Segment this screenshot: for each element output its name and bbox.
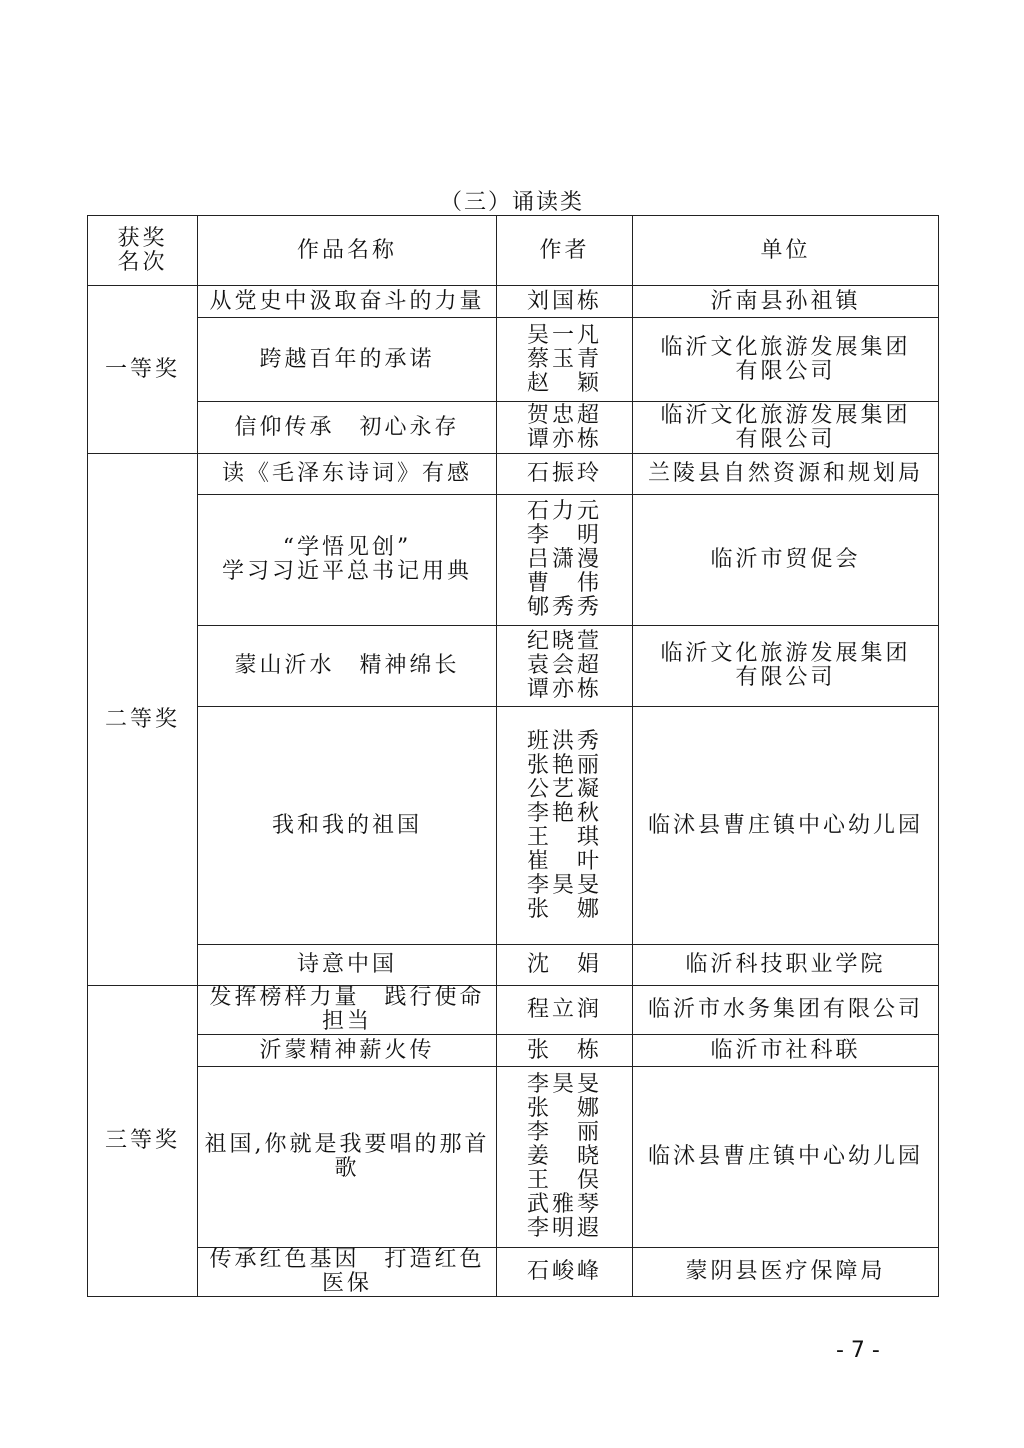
- work-line: 传承红色基因 打造红色医保: [209, 1247, 485, 1296]
- author-name: 李艳秋: [526, 800, 602, 826]
- work-title: [198, 402, 497, 454]
- author-name: 程立润: [526, 997, 602, 1022]
- author-list: [497, 945, 633, 986]
- org-name: [633, 945, 939, 986]
- table-row: [88, 1067, 939, 1248]
- org-line: 有限公司: [735, 426, 836, 452]
- table-row: [88, 495, 939, 626]
- org-line: 临沭县曹庄镇中心幼儿园: [647, 1144, 923, 1169]
- work-title: [198, 1248, 497, 1297]
- author-name: 李昊旻: [526, 872, 602, 898]
- org-line: 有限公司: [735, 665, 836, 690]
- author-name: 石峻峰: [526, 1259, 602, 1284]
- table-row: [88, 318, 939, 402]
- work-line: 我和我的祖国: [271, 812, 422, 838]
- org-line: 临沂文化旅游发展集团: [660, 334, 911, 360]
- author-name: 李明遐: [526, 1216, 602, 1241]
- header-rank-line: 获奖: [117, 225, 168, 251]
- table-row: [88, 286, 939, 318]
- table-caption: （三）诵读类: [439, 190, 584, 215]
- work-line: “学悟见创”: [282, 535, 412, 560]
- work-line: 祖国,你就是我要唱的那首歌: [204, 1132, 490, 1181]
- work-line: 诗意中国: [296, 952, 397, 977]
- author-name: 武雅琴: [526, 1192, 602, 1217]
- org-line: 临沂市水务集团有限公司: [647, 997, 923, 1022]
- author-name: 曹 伟: [526, 571, 602, 596]
- work-title: [198, 1067, 497, 1248]
- author-name: 姜 晓: [526, 1144, 602, 1169]
- org-line: 蒙阴县医疗保障局: [685, 1259, 886, 1284]
- author-list: [497, 1067, 633, 1248]
- work-line: 沂蒙精神薪火传: [259, 1037, 435, 1063]
- page-number: - 7 -: [836, 1338, 880, 1363]
- author-name: 纪晓萱: [526, 629, 602, 654]
- author-list: [497, 402, 633, 454]
- author-name: 袁会超: [526, 653, 602, 678]
- table-row: [88, 454, 939, 495]
- header-author: 作者: [497, 216, 633, 286]
- author-name: 贺忠超: [526, 402, 602, 428]
- author-name: 公艺凝: [526, 776, 602, 802]
- author-name: 沈 娟: [526, 952, 602, 977]
- award-rank: 二等奖: [88, 454, 198, 986]
- work-line: 跨越百年的承诺: [259, 346, 435, 372]
- author-name: 蔡玉青: [526, 346, 602, 372]
- work-line: 从党史中汲取奋斗的力量: [209, 288, 485, 314]
- header-row: [88, 216, 939, 286]
- author-name: 张 栋: [526, 1037, 602, 1063]
- work-title: [198, 945, 497, 986]
- author-name: 张 娜: [526, 896, 602, 922]
- work-line: 蒙山沂水 精神绵长: [234, 653, 460, 678]
- work-line: 读《毛泽东诗词》有感: [221, 461, 472, 486]
- author-list: [497, 1035, 633, 1067]
- org-line: 临沭县曹庄镇中心幼儿园: [647, 812, 923, 838]
- org-name: [633, 318, 939, 402]
- work-line: 发挥榜样力量 践行使命担当: [209, 985, 485, 1034]
- author-name: 刘国栋: [526, 288, 602, 314]
- author-name: 李 明: [526, 523, 602, 548]
- work-title: [198, 626, 497, 707]
- header-org: 单位: [633, 216, 939, 286]
- awards-table: [87, 215, 939, 1297]
- author-list: [497, 495, 633, 626]
- author-list: [497, 454, 633, 495]
- author-name: 石力元: [526, 499, 602, 524]
- org-line: 临沂文化旅游发展集团: [660, 641, 911, 666]
- table-row: [88, 1248, 939, 1297]
- work-line: 信仰传承 初心永存: [234, 414, 460, 440]
- org-line: 沂南县孙祖镇: [710, 288, 861, 314]
- table-row: [88, 626, 939, 707]
- table-row: [88, 402, 939, 454]
- author-name: 赵 颖: [526, 370, 602, 396]
- author-name: 郇秀秀: [526, 595, 602, 620]
- org-name: [633, 1248, 939, 1297]
- author-list: [497, 1248, 633, 1297]
- org-line: 临沂市贸促会: [710, 547, 861, 572]
- author-name: 谭亦栋: [526, 426, 602, 452]
- org-line: 兰陵县自然资源和规划局: [647, 461, 923, 486]
- author-name: 吕潇漫: [526, 547, 602, 572]
- work-title: [198, 286, 497, 318]
- work-title: [198, 495, 497, 626]
- header-work: 作品名称: [198, 216, 497, 286]
- award-rank: 三等奖: [88, 986, 198, 1297]
- org-name: [633, 986, 939, 1035]
- author-name: 王 琪: [526, 824, 602, 850]
- org-line: 有限公司: [735, 358, 836, 384]
- work-title: [198, 986, 497, 1035]
- work-line: 学习习近平总书记用典: [221, 559, 472, 584]
- org-line: 临沂科技职业学院: [685, 952, 886, 977]
- org-name: [633, 1067, 939, 1248]
- org-line: 临沂文化旅游发展集团: [660, 402, 911, 428]
- work-title: [198, 707, 497, 945]
- org-line: 临沂市社科联: [710, 1037, 861, 1063]
- author-name: 王 俣: [526, 1168, 602, 1193]
- author-list: [497, 318, 633, 402]
- author-name: 李 丽: [526, 1120, 602, 1145]
- org-name: [633, 286, 939, 318]
- work-title: [198, 1035, 497, 1067]
- table-row: [88, 707, 939, 945]
- author-name: 李昊旻: [526, 1072, 602, 1097]
- author-list: [497, 286, 633, 318]
- work-title: [198, 318, 497, 402]
- author-name: 崔 叶: [526, 848, 602, 874]
- table-row: [88, 1035, 939, 1067]
- author-name: 谭亦栋: [526, 677, 602, 702]
- org-name: [633, 402, 939, 454]
- author-list: [497, 707, 633, 945]
- author-name: 石振玲: [526, 461, 602, 486]
- org-name: [633, 1035, 939, 1067]
- org-name: [633, 495, 939, 626]
- author-list: [497, 986, 633, 1035]
- header-rank: [88, 216, 198, 286]
- org-name: [633, 454, 939, 495]
- header-rank-line: 名次: [117, 249, 168, 275]
- author-name: 吴一凡: [526, 322, 602, 348]
- author-name: 班洪秀: [526, 728, 602, 754]
- table-row: [88, 986, 939, 1035]
- author-list: [497, 626, 633, 707]
- author-name: 张艳丽: [526, 752, 602, 778]
- work-title: [198, 454, 497, 495]
- org-name: [633, 707, 939, 945]
- table-row: [88, 945, 939, 986]
- org-name: [633, 626, 939, 707]
- award-rank: 一等奖: [88, 286, 198, 454]
- author-name: 张 娜: [526, 1096, 602, 1121]
